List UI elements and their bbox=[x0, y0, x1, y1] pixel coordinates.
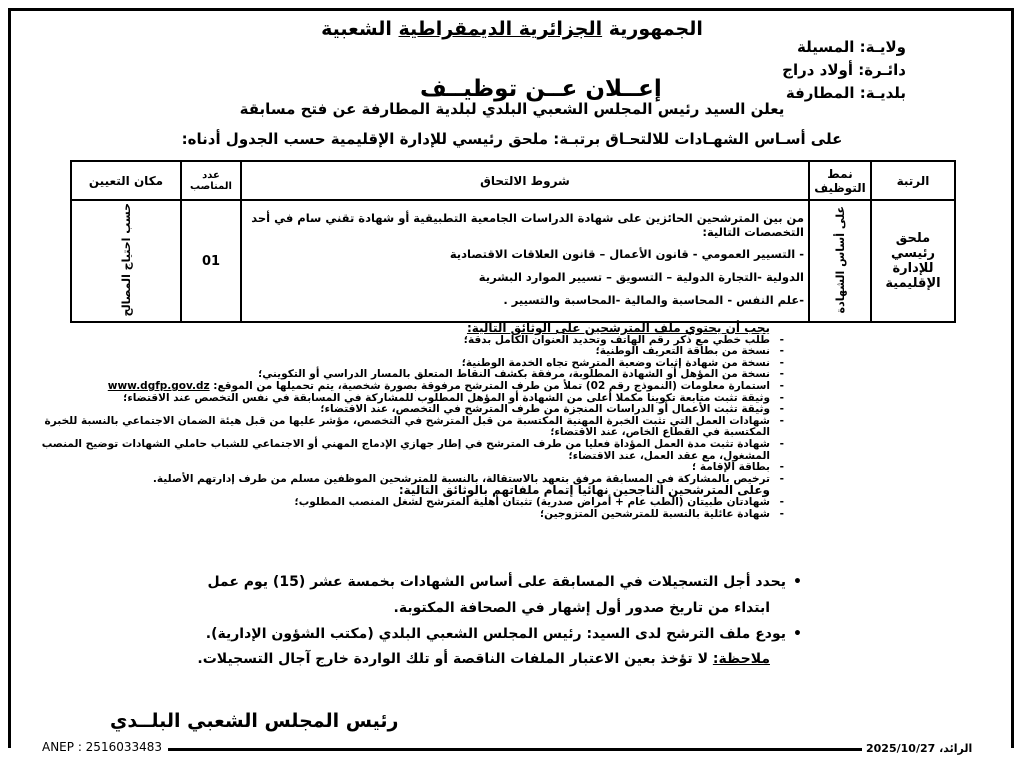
list-item: - ترخيص بالمشاركة في المسابقة مرفق بتعهد بالاستقالة، بالنسبة للمترشحين الموظفين مسلم من طرف إدارتهم الأصلية. bbox=[30, 474, 770, 486]
documents-list bbox=[30, 335, 770, 486]
deadline-notice-cont: ابتداء من تاريخ صدور أول إشهار في الصحافة المكتوبة. bbox=[393, 600, 770, 616]
list-item: - نسخة من شهادة إثبات وضعية المترشح تجاه الخدمة الوطنية؛ bbox=[30, 358, 770, 370]
final-documents-list bbox=[30, 497, 770, 520]
table-row bbox=[71, 200, 955, 322]
wilaya: ولايـة: المسيلة bbox=[796, 38, 906, 56]
list-item: - طلب خطي مع ذكر رقم الهاتف وتحديد العنوان الكامل بدقة؛ bbox=[30, 335, 770, 347]
list-item: - نسخة من المؤهل أو الشهادة المطلوبة، مرفقة بكشف النقاط المتعلق بالمسار الدراسي أو التكويني؛ bbox=[30, 369, 770, 381]
footer-line bbox=[40, 748, 974, 751]
list-item: - شهادة تثبت مدة العمل المؤداة فعليا من طرف المترشح في إطار جهازي الإدماج المهني أو الاجتماعي للشباب حاملي الشهادات توضيح المنصب المشغول، مع عقد العمل، عند الاقتضاء؛ bbox=[30, 439, 770, 462]
cell-mode bbox=[809, 200, 871, 322]
place-text: حسب احتياج المصالح bbox=[119, 203, 133, 317]
list-item bbox=[30, 381, 770, 393]
col-conditions: شروط الالتحاق bbox=[241, 161, 809, 200]
list-item: - وثيقة تثبت الأعمال أو الدراسات المنجزة من طرف المترشح في التخصص، عند الاقتضاء؛ bbox=[30, 404, 770, 416]
title-part: الجمهورية bbox=[608, 18, 703, 40]
intro-line: يعلن السيد رئيس المجلس الشعبي البلدي لبلدية المطارفة عن فتح مسابقة bbox=[239, 100, 785, 118]
note bbox=[197, 651, 770, 667]
col-positions: عدد المناصب bbox=[181, 161, 241, 200]
deposit-notice: • يودع ملف الترشح لدى السيد: رئيس المجلس الشعبي البلدي (مكتب الشؤون الإدارية). bbox=[206, 626, 786, 642]
conditions-line: -علم النفس - المحاسبة والمالية -المحاسبة والتسيير . bbox=[503, 292, 804, 307]
signature: رئيس المجلس الشعبي البلــدي bbox=[110, 710, 399, 732]
conditions-intro: من بين المترشحين الحائزين على شهادة الدراسات الجامعية التطبيقية أو شهادة تقني سام في أحد التخصصات التالية: bbox=[251, 210, 804, 239]
col-rank: الرتبة bbox=[871, 161, 955, 200]
cell-conditions bbox=[241, 200, 809, 322]
publication-date: الرائد، 2025/10/27 bbox=[862, 742, 976, 755]
announcement-title: إعــلان عــن توظيــف bbox=[420, 76, 662, 102]
intro-line: على أسـاس الشهـادات للالتحـاق برتبـة: ملحق رئيسي للإدارة الإقليمية حسب الجدول أدناه: bbox=[181, 130, 843, 148]
table-header-row bbox=[71, 161, 955, 200]
daira: دائـرة: أولاد دراج bbox=[782, 61, 906, 79]
conditions-line: - التسيير العمومي - قانون الأعمال – قانون العلاقات الاقتصادية bbox=[449, 246, 804, 261]
cell-positions: 01 bbox=[181, 200, 241, 322]
final-documents-heading: وعلى المترشحين الناجحين نهائيا إتمام ملفاتهم بالوثائق التالية: bbox=[398, 483, 770, 498]
cell-rank: ملحق رئيسي للإدارة الإقليمية bbox=[871, 200, 955, 322]
note-text: لا تؤخذ بعين الاعتبار الملفات الناقصة أو تلك الواردة خارج آجال التسجيلات. bbox=[197, 651, 713, 667]
documents-heading: يجب أن يحتوي ملف المترشحين على الوثائق التالية: bbox=[466, 321, 770, 335]
note-label: ملاحظة: bbox=[712, 651, 770, 667]
deadline-notice: • يحدد أجل التسجيلات في المسابقة على أساس الشهادات بخمسة عشر (15) يوم عمل bbox=[26, 574, 786, 590]
list-item: - وثيقة تثبت متابعة تكوينا مكملا أعلى من الشهادة أو المؤهل المطلوب للمشاركة في المسابقة في نفس التخصص عند الاقتضاء؛ bbox=[30, 393, 770, 405]
recruitment-table bbox=[70, 160, 956, 323]
item-text: استمارة معلومات (النموذج رقم 02) تملأ من طرف المترشح مرفوقة بصورة شخصية، يتم تحميلها من الموقع: bbox=[213, 379, 770, 392]
anep-reference: ANEP : 2516033483 bbox=[36, 740, 168, 754]
required-documents bbox=[30, 323, 770, 520]
commune: بلديـة: المطارفة bbox=[785, 84, 906, 102]
mode-text: على أساس الشهادة bbox=[833, 206, 847, 314]
list-item: - شهادتان طبيتان (الطب عام + أمراض صدرية) تثبتان أهلية المترشح لشغل المنصب المطلوب؛ bbox=[30, 497, 770, 509]
website-link[interactable]: www.dgfp.gov.dz bbox=[107, 379, 210, 392]
title-part-underlined: الجزائرية الديمقراطية bbox=[398, 18, 603, 40]
title-part: الشعبية bbox=[321, 18, 392, 40]
col-place: مكان التعيين bbox=[71, 161, 181, 200]
cell-place bbox=[71, 200, 181, 322]
list-item: - نسخة من بطاقة التعريف الوطنية؛ bbox=[30, 346, 770, 358]
conditions-line: الدولية -التجارة الدولية – التسويق – تسيير الموارد البشرية bbox=[478, 269, 804, 284]
list-item: - بطاقة الإقامة ؛ bbox=[30, 462, 770, 474]
list-item: - شهادات العمل التي تثبت الخبرة المهنية المكتسبة من قبل المترشح في التخصص، مؤشر عليها من قبل هيئة الضمان الاجتماعي بالنسبة للخبرة المكتسبة في القطاع الخاص، عند الاقتضاء؛ bbox=[30, 416, 770, 439]
col-mode: نمط التوظيف bbox=[809, 161, 871, 200]
republic-title bbox=[0, 18, 1024, 40]
list-item: - شهادة عائلية بالنسبة للمترشحين المتزوجين؛ bbox=[30, 509, 770, 521]
